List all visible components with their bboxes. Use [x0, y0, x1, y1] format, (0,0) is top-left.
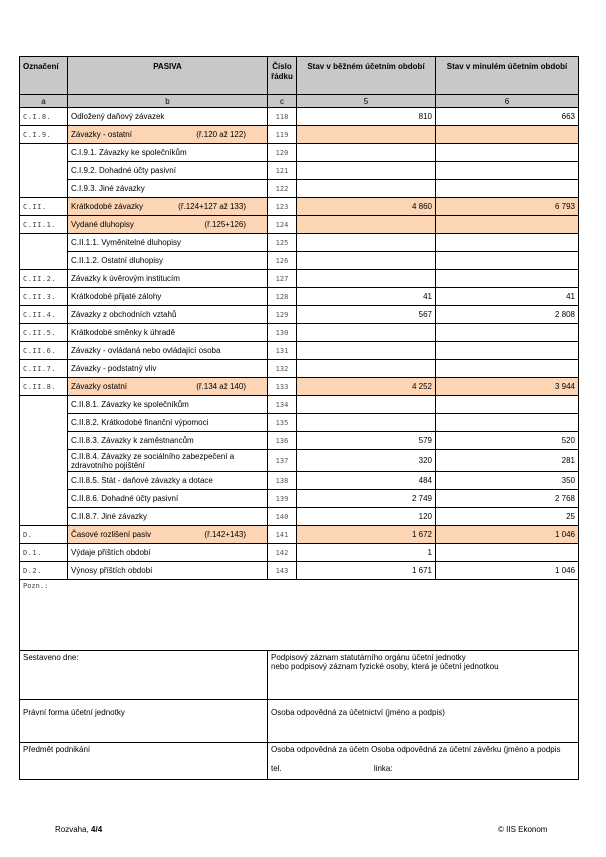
- column-letter: a: [20, 95, 68, 108]
- row-name: [68, 432, 268, 450]
- row-name: [68, 544, 268, 562]
- table-row: [20, 306, 579, 324]
- row-label: C.II.8.4. Závazky ze sociálního zabezpečení a zdravotního pojištění: [71, 451, 235, 470]
- row-code: C.II.6.: [20, 342, 68, 360]
- table-row: [20, 234, 579, 252]
- previous-period-value: 281: [436, 450, 579, 472]
- row-label: Odložený daňový závazek: [71, 112, 165, 121]
- row-number: 134: [268, 396, 297, 414]
- row-label: C.I.9.3. Jiné závazky: [71, 184, 145, 193]
- previous-period-value: 1 046: [436, 526, 579, 544]
- row-number: 131: [268, 342, 297, 360]
- row-label: C.II.8.2. Krátkodobé finanční výpomoci: [71, 418, 209, 427]
- signature-block: [19, 579, 579, 780]
- compiled-on-label: Sestaveno dne:: [23, 653, 79, 662]
- row-code: D.: [20, 526, 68, 544]
- current-period-value: [297, 324, 436, 342]
- table-row: [20, 544, 579, 562]
- table-row: [20, 562, 579, 580]
- table-row: [20, 180, 579, 198]
- row-code: C.I.9.: [20, 126, 68, 144]
- current-period-value: 320: [297, 450, 436, 472]
- row-name: [68, 198, 268, 216]
- table-row: [20, 526, 579, 544]
- row-reference: (ř.120 až 122): [196, 130, 246, 139]
- previous-period-value: [436, 162, 579, 180]
- row-number: 120: [268, 144, 297, 162]
- liabilities-table: [19, 56, 579, 580]
- current-period-value: 1 671: [297, 562, 436, 580]
- previous-period-value: [436, 252, 579, 270]
- row-label: C.II.1.1. Vyměnitelné dluhopisy: [71, 238, 181, 247]
- row-label: Závazky - ostatní: [71, 130, 132, 139]
- row-code: C.II.: [20, 198, 68, 216]
- responsible-accounting-label: Osoba odpovědná za účetnictví (jméno a podpis): [271, 708, 445, 717]
- row-name: [68, 508, 268, 526]
- table-row: [20, 162, 579, 180]
- previous-period-value: 350: [436, 472, 579, 490]
- table-row: [20, 414, 579, 432]
- row-name: [68, 144, 268, 162]
- row-code: D.2.: [20, 562, 68, 580]
- table-row: [20, 450, 579, 472]
- row-code: [20, 180, 68, 198]
- current-period-value: 1: [297, 544, 436, 562]
- current-period-value: [297, 180, 436, 198]
- row-code: C.II.4.: [20, 306, 68, 324]
- notes-label: Pozn.:: [23, 582, 49, 590]
- row-number: 140: [268, 508, 297, 526]
- previous-period-value: 2 768: [436, 490, 579, 508]
- row-number: 137: [268, 450, 297, 472]
- signature-line-1: Podpisový záznam statutárního orgánu účetní jednotky: [271, 653, 466, 662]
- row-number: 129: [268, 306, 297, 324]
- page-label: Rozvaha,: [55, 825, 89, 834]
- row-reference: (ř.134 až 140): [196, 382, 246, 391]
- current-period-value: 120: [297, 508, 436, 526]
- table-row: [20, 198, 579, 216]
- table-header-row: [20, 57, 579, 95]
- table-row: [20, 342, 579, 360]
- row-name: [68, 490, 268, 508]
- row-name: [68, 216, 268, 234]
- statutory-signature-field[interactable]: [268, 651, 579, 700]
- table-row: [20, 378, 579, 396]
- previous-period-value: [436, 126, 579, 144]
- row-number-header: Číslo řádku: [268, 57, 297, 95]
- row-code: [20, 450, 68, 472]
- row-number: 128: [268, 288, 297, 306]
- row-number: 119: [268, 126, 297, 144]
- row-number: 136: [268, 432, 297, 450]
- previous-period-value: [436, 144, 579, 162]
- legal-form-label: Právní forma účetní jednotky: [23, 708, 125, 717]
- row-name: [68, 396, 268, 414]
- previous-period-header: Stav v minulém účetním období: [436, 57, 579, 95]
- table-row: [20, 108, 579, 126]
- row-label: C.I.9.2. Dohadné účty pasivní: [71, 166, 176, 175]
- row-label: C.II.8.5. Stát - daňové závazky a dotace: [71, 476, 213, 485]
- row-name: [68, 306, 268, 324]
- row-name: [68, 562, 268, 580]
- row-code: C.II.1.: [20, 216, 68, 234]
- current-period-header: Stav v běžném účetním období: [297, 57, 436, 95]
- row-label: Závazky k úvěrovým institucím: [71, 274, 180, 283]
- legal-form-field[interactable]: [20, 700, 268, 743]
- current-period-value: 810: [297, 108, 436, 126]
- previous-period-value: 25: [436, 508, 579, 526]
- table-row: [20, 432, 579, 450]
- row-label: C.II.8.3. Závazky k zaměstnancům: [71, 436, 194, 445]
- liabilities-header: PASIVA: [68, 57, 268, 95]
- row-label: Krátkodobé směnky k úhradě: [71, 328, 176, 337]
- row-code: [20, 414, 68, 432]
- row-code: C.II.3.: [20, 288, 68, 306]
- row-number: 142: [268, 544, 297, 562]
- column-letters-row: [20, 95, 579, 108]
- row-label: Výnosy příštích období: [71, 566, 153, 575]
- row-label: Krátkodobé přijaté zálohy: [71, 292, 162, 301]
- row-number: 130: [268, 324, 297, 342]
- row-name: [68, 414, 268, 432]
- current-period-value: 484: [297, 472, 436, 490]
- previous-period-value: 520: [436, 432, 579, 450]
- previous-period-value: 41: [436, 288, 579, 306]
- compiled-on-field[interactable]: [20, 651, 268, 700]
- row-code: [20, 162, 68, 180]
- previous-period-value: 3 944: [436, 378, 579, 396]
- row-code: C.II.7.: [20, 360, 68, 378]
- table-row: [20, 472, 579, 490]
- row-number: 125: [268, 234, 297, 252]
- current-period-value: 4 860: [297, 198, 436, 216]
- table-row: [20, 490, 579, 508]
- business-subject-label: Předmět podnikání: [23, 745, 91, 754]
- designation-header: Označení: [20, 57, 68, 95]
- current-period-value: 1 672: [297, 526, 436, 544]
- balance-sheet-document: [19, 56, 578, 780]
- row-code: C.II.2.: [20, 270, 68, 288]
- current-period-value: [297, 126, 436, 144]
- row-name: [68, 360, 268, 378]
- row-code: [20, 396, 68, 414]
- row-number: 124: [268, 216, 297, 234]
- table-row: [20, 270, 579, 288]
- column-letter: 6: [436, 95, 579, 108]
- row-name: [68, 126, 268, 144]
- row-code: D.1.: [20, 544, 68, 562]
- previous-period-value: [436, 324, 579, 342]
- row-name: [68, 324, 268, 342]
- row-name: [68, 108, 268, 126]
- row-number: 135: [268, 414, 297, 432]
- row-code: [20, 508, 68, 526]
- row-name: [68, 288, 268, 306]
- row-code: [20, 432, 68, 450]
- previous-period-value: [436, 180, 579, 198]
- row-number: 123: [268, 198, 297, 216]
- row-name: [68, 378, 268, 396]
- row-name: [68, 526, 268, 544]
- row-label: Závazky z obchodních vztahů: [71, 310, 177, 319]
- current-period-value: [297, 162, 436, 180]
- previous-period-value: 663: [436, 108, 579, 126]
- current-period-value: [297, 342, 436, 360]
- row-number: 126: [268, 252, 297, 270]
- table-row: [20, 288, 579, 306]
- row-code: C.II.8.: [20, 378, 68, 396]
- row-label: Závazky - ovládaná nebo ovládající osoba: [71, 346, 221, 355]
- row-code: [20, 490, 68, 508]
- row-number: 121: [268, 162, 297, 180]
- row-label: C.II.8.6. Dohadné účty pasivní: [71, 494, 179, 503]
- phone-label: tel.: [271, 764, 282, 773]
- row-reference: (ř.142+143): [204, 530, 246, 539]
- row-name: [68, 180, 268, 198]
- table-row: [20, 252, 579, 270]
- row-name: [68, 270, 268, 288]
- row-code: [20, 472, 68, 490]
- previous-period-value: [436, 414, 579, 432]
- current-period-value: 579: [297, 432, 436, 450]
- previous-period-value: [436, 234, 579, 252]
- current-period-value: [297, 144, 436, 162]
- column-letter: 5: [297, 95, 436, 108]
- table-row: [20, 324, 579, 342]
- business-subject-field[interactable]: [20, 743, 268, 780]
- previous-period-value: 2 808: [436, 306, 579, 324]
- responsible-accounting-field[interactable]: [268, 700, 579, 743]
- row-label: Vydané dluhopisy: [71, 220, 134, 229]
- row-code: [20, 252, 68, 270]
- current-period-value: 41: [297, 288, 436, 306]
- previous-period-value: [436, 270, 579, 288]
- row-label: C.II.1.2. Ostatní dluhopisy: [71, 256, 164, 265]
- row-label: C.II.8.7. Jiné závazky: [71, 512, 148, 521]
- previous-period-value: [436, 342, 579, 360]
- row-number: 133: [268, 378, 297, 396]
- row-reference: (ř.124+127 až 133): [178, 202, 246, 211]
- copyright: © IIS Ekonom: [498, 825, 548, 834]
- notes-field[interactable]: [20, 580, 579, 651]
- row-name: [68, 342, 268, 360]
- current-period-value: [297, 360, 436, 378]
- current-period-value: 567: [297, 306, 436, 324]
- row-name: [68, 472, 268, 490]
- row-number: 127: [268, 270, 297, 288]
- row-number: 118: [268, 108, 297, 126]
- current-period-value: 2 749: [297, 490, 436, 508]
- table-row: [20, 508, 579, 526]
- row-number: 143: [268, 562, 297, 580]
- column-letter: c: [268, 95, 297, 108]
- row-number: 141: [268, 526, 297, 544]
- extension-label: linka:: [373, 764, 393, 773]
- row-code: C.I.8.: [20, 108, 68, 126]
- row-label: Závazky ostatní: [71, 382, 128, 391]
- page-number: 4/4: [91, 825, 103, 834]
- current-period-value: 4 252: [297, 378, 436, 396]
- current-period-value: [297, 234, 436, 252]
- row-name: [68, 234, 268, 252]
- row-number: 138: [268, 472, 297, 490]
- current-period-value: [297, 252, 436, 270]
- row-label: C.I.9.1. Závazky ke společníkům: [71, 148, 187, 157]
- row-code: [20, 144, 68, 162]
- responsible-statement-label: Osoba odpovědná za účetn Osoba odpovědná za účetní závěrku (jméno a podpis: [271, 745, 561, 754]
- row-label: C.II.8.1. Závazky ke společníkům: [71, 400, 189, 409]
- table-row: [20, 126, 579, 144]
- previous-period-value: 1 046: [436, 562, 579, 580]
- row-name: [68, 162, 268, 180]
- signature-line-2: nebo podpisový záznam fyzické osoby, která je účetní jednotkou: [271, 662, 499, 671]
- current-period-value: [297, 396, 436, 414]
- current-period-value: [297, 216, 436, 234]
- previous-period-value: [436, 396, 579, 414]
- table-row: [20, 396, 579, 414]
- previous-period-value: [436, 216, 579, 234]
- row-code: [20, 234, 68, 252]
- row-code: C.II.5.: [20, 324, 68, 342]
- current-period-value: [297, 270, 436, 288]
- table-row: [20, 360, 579, 378]
- previous-period-value: [436, 360, 579, 378]
- row-number: 139: [268, 490, 297, 508]
- row-label: Časové rozlišení pasiv: [71, 530, 152, 539]
- table-row: [20, 216, 579, 234]
- row-name: [68, 450, 268, 472]
- current-period-value: [297, 414, 436, 432]
- row-label: Krátkodobé závazky: [71, 202, 144, 211]
- row-reference: (ř.125+126): [204, 220, 246, 229]
- responsible-statement-field[interactable]: [268, 743, 579, 780]
- row-name: [68, 252, 268, 270]
- page-indicator: [55, 825, 102, 834]
- row-label: Výdaje příštích období: [71, 548, 151, 557]
- column-letter: b: [68, 95, 268, 108]
- previous-period-value: [436, 544, 579, 562]
- row-label: Závazky - podstatný vliv: [71, 364, 157, 373]
- table-row: [20, 144, 579, 162]
- row-number: 122: [268, 180, 297, 198]
- row-number: 132: [268, 360, 297, 378]
- previous-period-value: 6 793: [436, 198, 579, 216]
